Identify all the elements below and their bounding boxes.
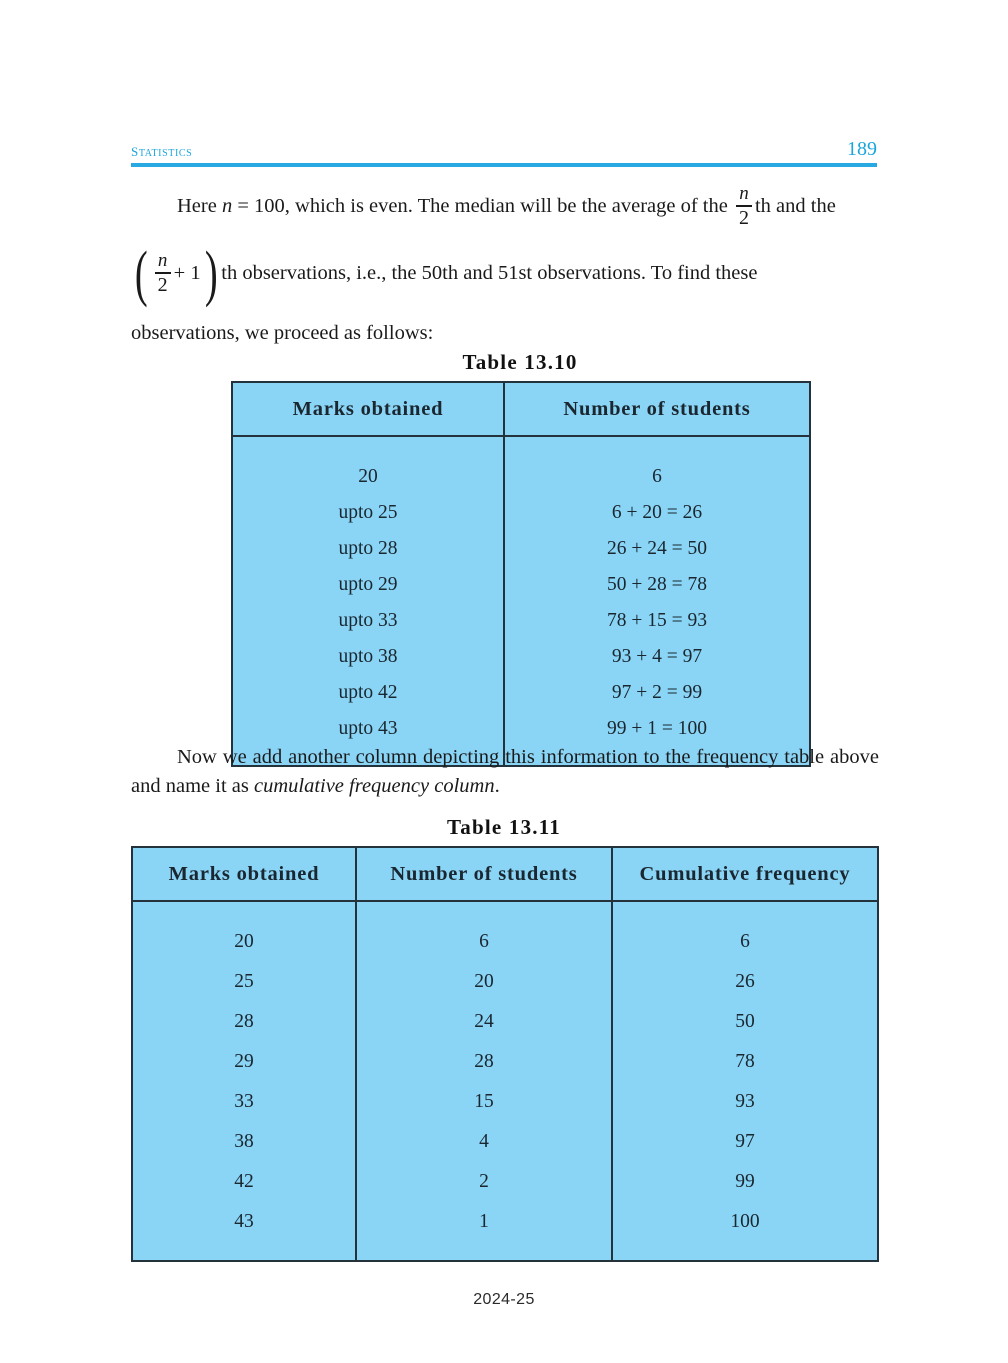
table-row-spacer-bottom xyxy=(132,1242,878,1261)
cell-marks: 42 xyxy=(132,1162,356,1202)
cell-students: 78 + 15 = 93 xyxy=(504,603,810,639)
spacer-cell xyxy=(356,1242,612,1261)
table-row xyxy=(132,1082,878,1122)
cell-marks: 25 xyxy=(132,962,356,1002)
table-1310-caption: Table 13.10 xyxy=(462,350,578,374)
page-number: 189 xyxy=(847,138,877,160)
parenthesized-expression xyxy=(131,240,221,308)
fraction-denominator: 2 xyxy=(157,273,168,296)
fraction-n-over-2-second xyxy=(155,251,171,296)
column-header-marks-obtained: Marks obtained xyxy=(132,847,356,901)
table-row xyxy=(132,922,878,962)
variable-n: n xyxy=(221,194,233,217)
running-header xyxy=(131,140,877,166)
cell-marks: 43 xyxy=(132,1202,356,1242)
column-header-marks-obtained: Marks obtained xyxy=(232,382,504,436)
text-th-and-the: th and the xyxy=(754,194,836,217)
text-after-italic: . xyxy=(494,775,500,797)
cell-students: 4 xyxy=(356,1122,612,1162)
paragraph-median-line-3: observations, we proceed as follows: xyxy=(131,322,434,344)
cell-marks: upto 43 xyxy=(232,711,504,747)
cell-students: 26 + 24 = 50 xyxy=(504,531,810,567)
table-row xyxy=(132,962,878,1002)
text-observations-tail: th observations, i.e., the 50th and 51st observations. To find these xyxy=(221,262,758,285)
text-here: Here xyxy=(177,194,222,217)
cell-cumulative: 78 xyxy=(612,1042,878,1082)
cell-marks: 33 xyxy=(132,1082,356,1122)
cell-marks: upto 42 xyxy=(232,675,504,711)
cell-cumulative: 93 xyxy=(612,1082,878,1122)
table-row xyxy=(132,1202,878,1242)
spacer-cell xyxy=(132,901,356,922)
cell-marks: upto 29 xyxy=(232,567,504,603)
cell-cumulative: 6 xyxy=(612,922,878,962)
spacer-cell xyxy=(232,436,504,459)
column-header-number-of-students: Number of students xyxy=(356,847,612,901)
spacer-cell xyxy=(612,901,878,922)
table-row xyxy=(232,675,810,711)
cell-marks: 20 xyxy=(132,922,356,962)
table-row xyxy=(232,567,810,603)
table-1310 xyxy=(231,381,811,767)
cell-marks: upto 38 xyxy=(232,639,504,675)
cell-marks: 20 xyxy=(232,459,504,495)
header-divider-rule xyxy=(131,163,877,167)
table-row xyxy=(132,1002,878,1042)
cell-cumulative: 26 xyxy=(612,962,878,1002)
cell-students: 1 xyxy=(356,1202,612,1242)
table-row xyxy=(232,531,810,567)
paren-open: ( xyxy=(134,240,148,308)
table-row xyxy=(232,459,810,495)
cell-students: 6 xyxy=(504,459,810,495)
italic-term-cumulative-frequency-column: cumulative frequency column xyxy=(253,775,495,797)
text-before-italic: Now we add another column depicting this information to the frequency table above and name it as xyxy=(131,746,879,797)
paren-close: ) xyxy=(204,240,218,308)
cell-marks: 29 xyxy=(132,1042,356,1082)
spacer-cell xyxy=(132,1242,356,1261)
cell-students: 6 + 20 = 26 xyxy=(504,495,810,531)
page-footer: 2024-25 xyxy=(473,1291,535,1308)
table-header-row xyxy=(132,847,878,901)
cell-students: 20 xyxy=(356,962,612,1002)
table-row-spacer-top xyxy=(132,901,878,922)
cell-cumulative: 97 xyxy=(612,1122,878,1162)
cell-students: 50 + 28 = 78 xyxy=(504,567,810,603)
cell-students: 28 xyxy=(356,1042,612,1082)
column-header-number-of-students: Number of students xyxy=(504,382,810,436)
cell-students: 99 + 1 = 100 xyxy=(504,711,810,747)
cell-students: 6 xyxy=(356,922,612,962)
spacer-cell xyxy=(504,436,810,459)
paragraph-cumulative-frequency xyxy=(131,743,879,801)
cell-marks: 28 xyxy=(132,1002,356,1042)
chapter-title: statistics xyxy=(131,140,193,160)
fraction-numerator: n xyxy=(157,250,168,272)
table-header-row xyxy=(232,382,810,436)
cell-students: 2 xyxy=(356,1162,612,1202)
cell-marks: upto 25 xyxy=(232,495,504,531)
cell-cumulative: 100 xyxy=(612,1202,878,1242)
cell-marks: upto 33 xyxy=(232,603,504,639)
cell-students: 97 + 2 = 99 xyxy=(504,675,810,711)
cell-cumulative: 50 xyxy=(612,1002,878,1042)
spacer-cell xyxy=(612,1242,878,1261)
table-row xyxy=(132,1042,878,1082)
table-row xyxy=(132,1122,878,1162)
cell-marks: 38 xyxy=(132,1122,356,1162)
table-row xyxy=(232,639,810,675)
fraction-numerator: n xyxy=(739,183,749,204)
table-row xyxy=(232,603,810,639)
table-row xyxy=(132,1162,878,1202)
table-1311-caption: Table 13.11 xyxy=(447,815,561,839)
text-after-n: = 100, which is even. The median will be the average of the xyxy=(232,194,733,217)
cell-students: 93 + 4 = 97 xyxy=(504,639,810,675)
table-row xyxy=(232,711,810,747)
table-row xyxy=(232,495,810,531)
table-1311 xyxy=(131,846,879,1262)
fraction-n-over-2 xyxy=(736,184,752,229)
cell-students: 15 xyxy=(356,1082,612,1122)
paragraph-median-line-1 xyxy=(131,185,877,230)
plus-one-term: + 1 xyxy=(173,262,201,285)
fraction-denominator: 2 xyxy=(738,206,749,229)
table-row-spacer-top xyxy=(232,436,810,459)
cell-cumulative: 99 xyxy=(612,1162,878,1202)
column-header-cumulative-frequency: Cumulative frequency xyxy=(612,847,878,901)
spacer-cell xyxy=(356,901,612,922)
cell-marks: upto 28 xyxy=(232,531,504,567)
cell-students: 24 xyxy=(356,1002,612,1042)
paragraph-median-line-2 xyxy=(131,240,877,308)
